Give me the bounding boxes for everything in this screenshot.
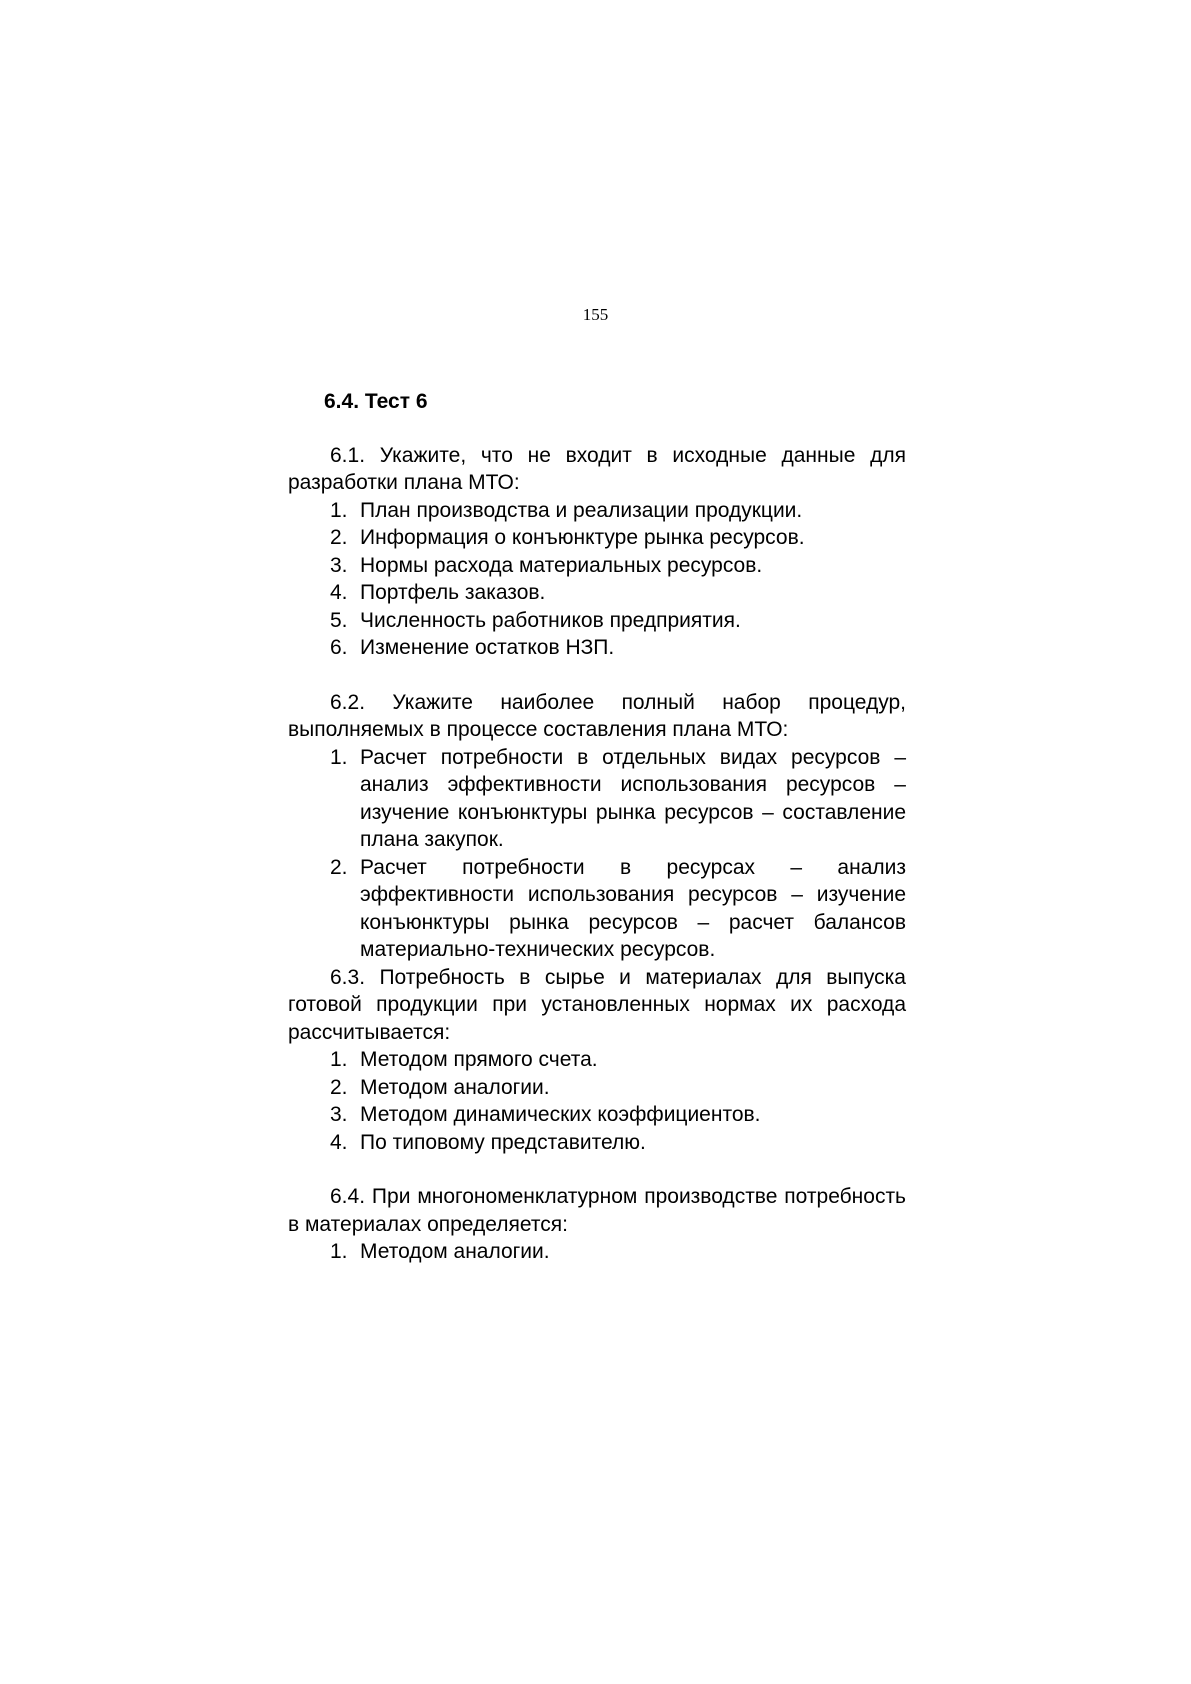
question-text: 6.2. Укажите наиболее полный набор процедур, выполняемых в процессе составления плана МТО:: [288, 690, 906, 741]
option-number: 6.: [330, 636, 348, 659]
option-item: [330, 524, 906, 552]
page-number: 155: [582, 305, 609, 324]
question-6-3: [288, 964, 906, 1157]
option-item: [330, 1074, 906, 1102]
question-6-2: [288, 689, 906, 964]
question-text: 6.3. Потребность в сырье и материалах для выпуска готовой продукции при установленных нормах их расхода рассчитывается:: [288, 965, 906, 1044]
option-text: По типовому представителю.: [360, 1130, 646, 1154]
option-number: 2.: [330, 526, 348, 549]
option-number: 1.: [330, 745, 348, 769]
option-text: Нормы расхода материальных ресурсов.: [360, 553, 763, 577]
question-text: 6.4. При многономенклатурном производстве потребность в материалах определяется:: [288, 1185, 906, 1236]
option-text: Информация о конъюнктуре рынка ресурсов.: [360, 526, 805, 549]
option-item: [330, 854, 906, 964]
option-number: 2.: [330, 855, 348, 879]
option-number: 4.: [330, 1130, 348, 1154]
option-item: [330, 1238, 906, 1266]
option-item: [330, 1129, 906, 1157]
option-number: 5.: [330, 608, 348, 632]
option-item: [330, 607, 906, 635]
option-text: План производства и реализации продукции.: [360, 498, 803, 522]
option-text: Методом аналогии.: [360, 1075, 550, 1099]
option-text: Изменение остатков НЗП.: [360, 636, 615, 659]
option-item: [330, 552, 906, 580]
option-item: [330, 1101, 906, 1129]
option-text: Расчет потребности в отдельных видах ресурсов – анализ эффективности использования ресурсов – изучение конъюнктуры рынка ресурсов – составление плана закупок.: [360, 745, 906, 851]
option-number: 3.: [330, 1103, 348, 1126]
option-number: 1.: [330, 498, 348, 522]
option-number: 1.: [330, 1240, 348, 1263]
option-text: Методом динамических коэффициентов.: [360, 1103, 761, 1126]
options-list: [288, 497, 906, 662]
option-number: 1.: [330, 1048, 348, 1071]
option-text: Расчет потребности в ресурсах – анализ эффективности использования ресурсов – изучение конъюнктуры рынка ресурсов – расчет балансов материально-технических ресурсов.: [360, 855, 906, 961]
option-number: 2.: [330, 1075, 348, 1099]
question-text: 6.1. Укажите, что не входит в исходные данные для разработки плана МТО:: [288, 443, 906, 494]
option-number: 3.: [330, 553, 348, 577]
option-item: [330, 744, 906, 854]
option-number: 4.: [330, 581, 348, 604]
option-item: [330, 634, 906, 662]
document-body: [288, 388, 906, 1266]
option-text: Портфель заказов.: [360, 581, 546, 604]
spacer: [288, 662, 906, 689]
options-list: [288, 1046, 906, 1156]
spacer: [288, 1156, 906, 1183]
option-text: Численность работников предприятия.: [360, 608, 741, 632]
option-item: [330, 497, 906, 525]
option-item: [330, 579, 906, 607]
options-list: [288, 1238, 906, 1266]
option-item: [330, 1046, 906, 1074]
options-list: [288, 744, 906, 964]
section-heading: 6.4. Тест 6: [324, 390, 428, 413]
option-text: Методом аналогии.: [360, 1240, 550, 1263]
question-6-1: [288, 442, 906, 662]
option-text: Методом прямого счета.: [360, 1048, 598, 1071]
question-6-4: [288, 1183, 906, 1266]
